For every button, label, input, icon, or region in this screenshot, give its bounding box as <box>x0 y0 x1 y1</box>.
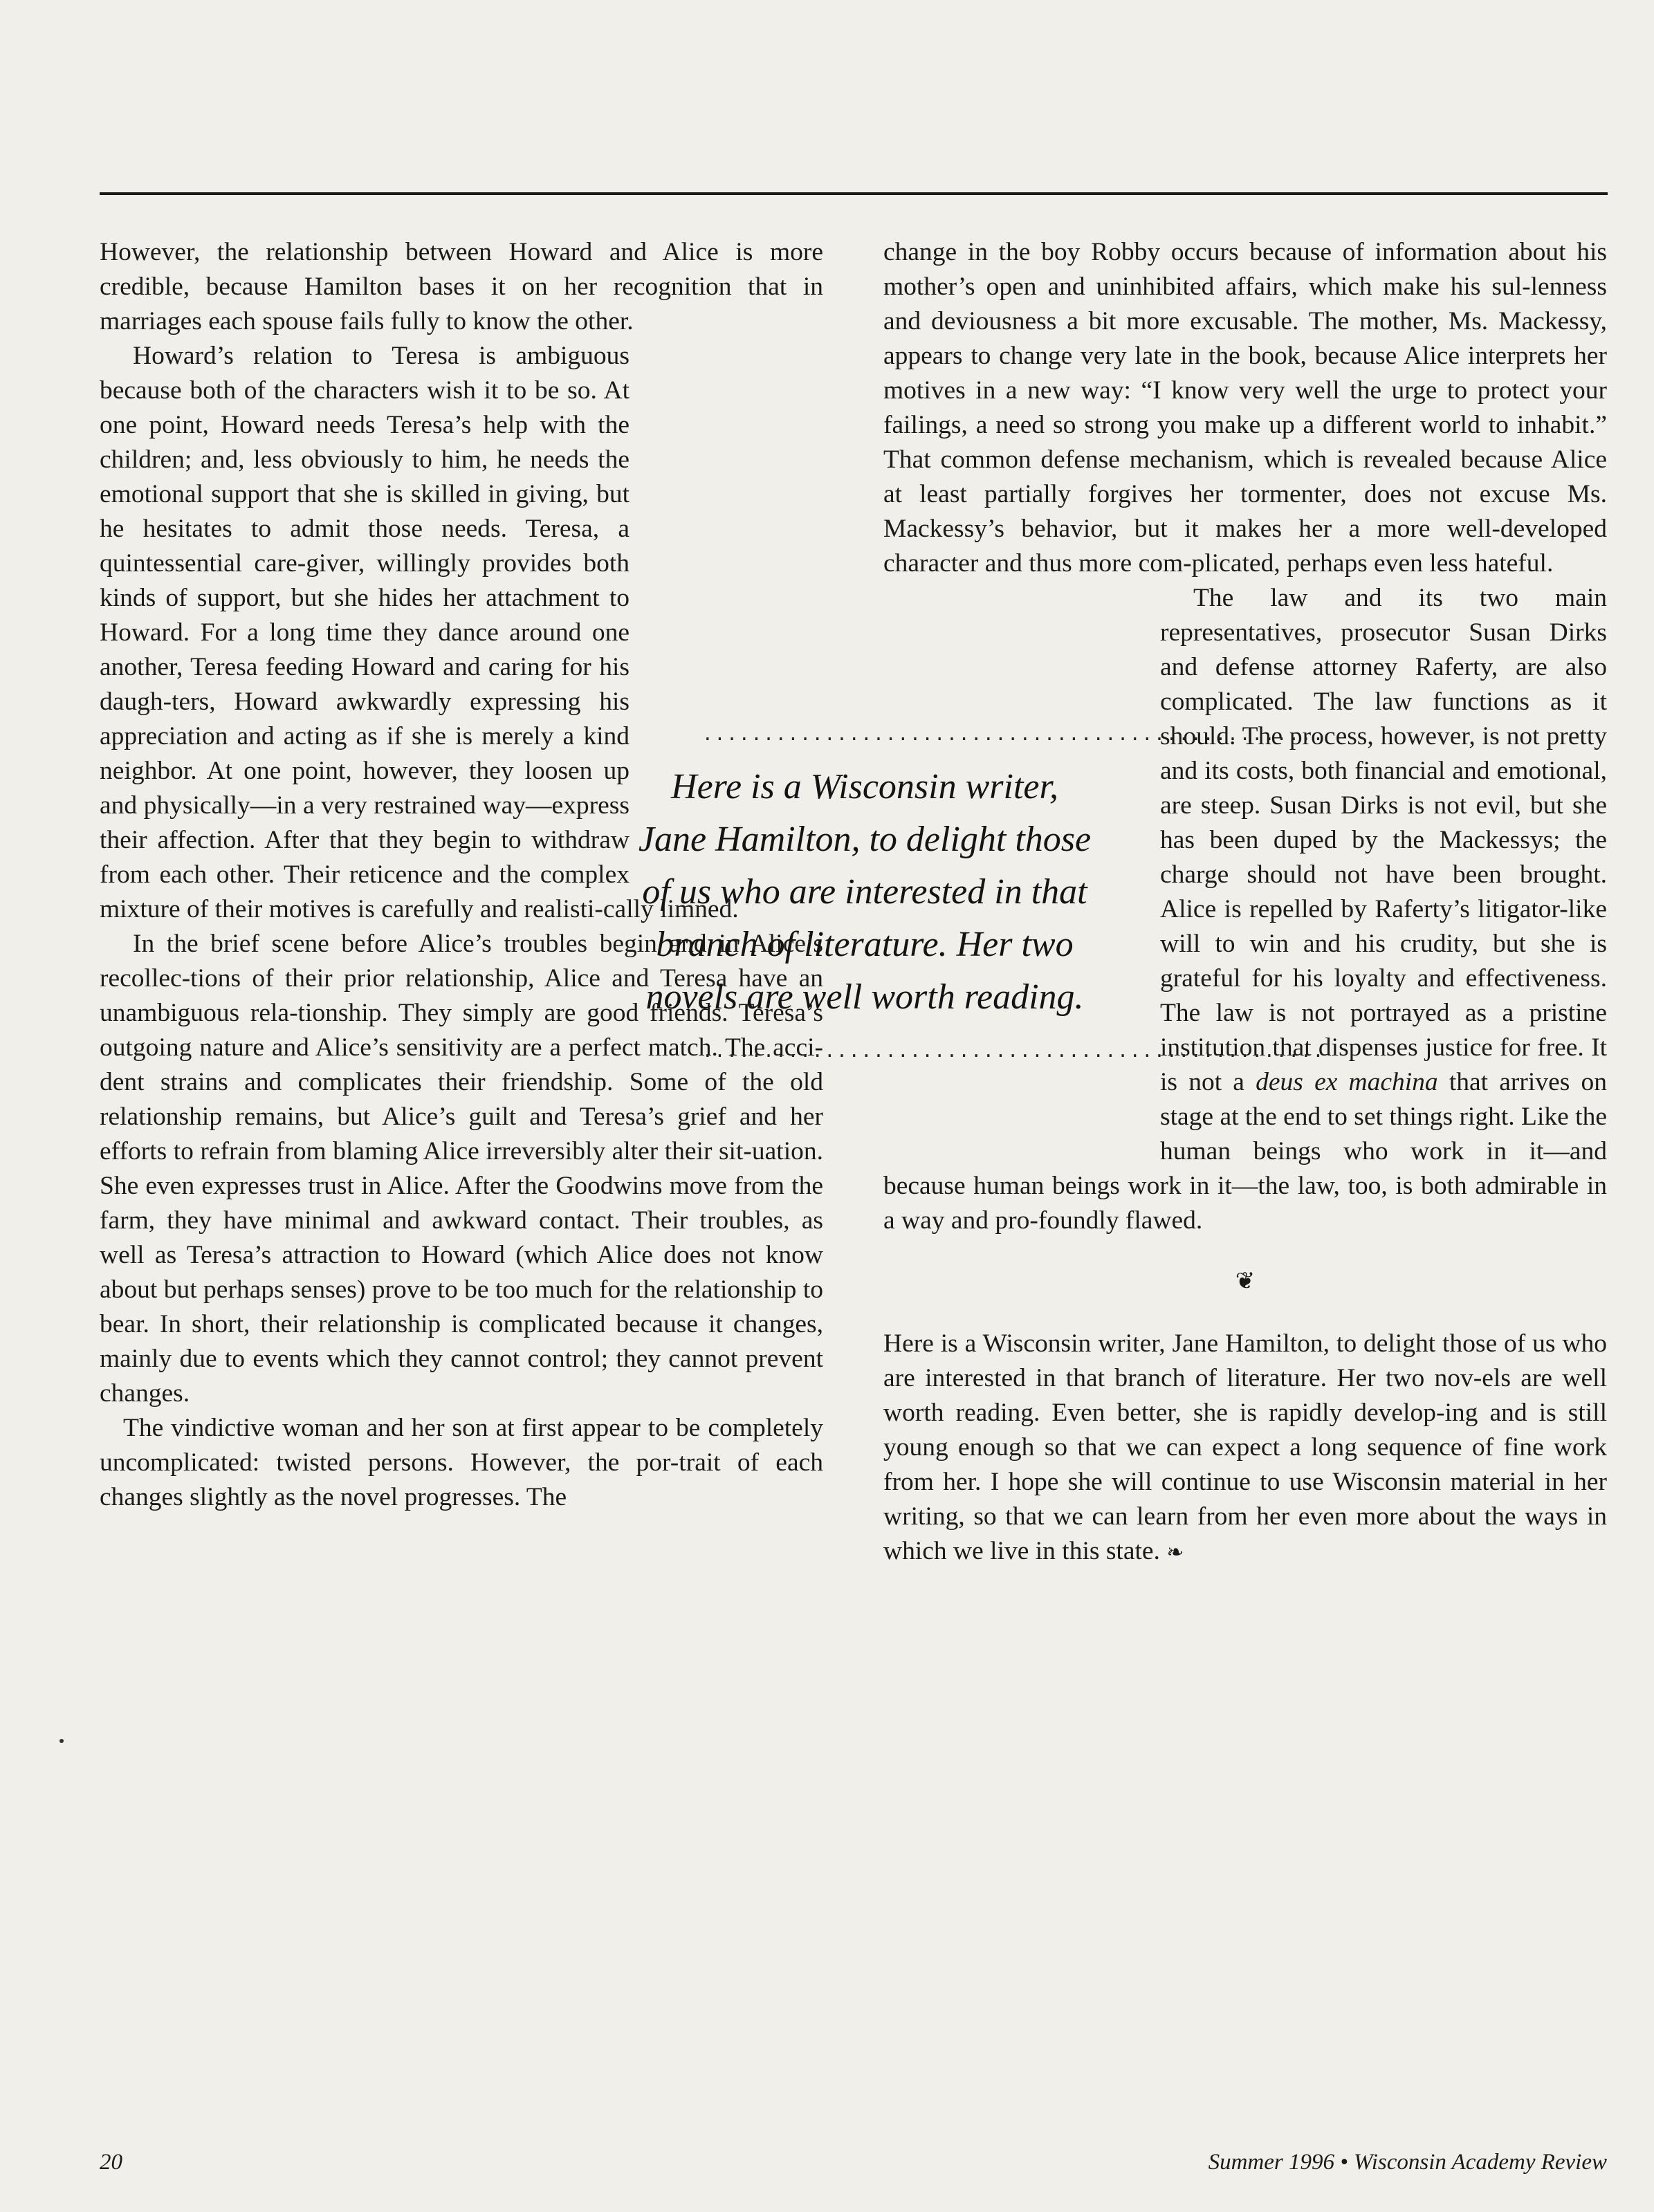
right-paragraph-2-text-b: that arrives on stage at the end to set things right. Like the human beings who work in it—and because human beings work in it—the law, too, is both admirable in a way and pro-foundly flawed. <box>883 1068 1608 1235</box>
left-paragraph-4: The vindictive woman and her son at first appear to be completely uncomplicated: twisted persons. However, the por-trait of each changes slightly as the novel progresses. The <box>100 1414 823 1511</box>
right-paragraph-3-text: Here is a Wisconsin writer, Jane Hamilton, to delight those of us who are interested in that branch of literature. Her two nov-els are well worth reading. Even better, she is rapidly develop-ing and is still young enough so that we can expect a long sequence of fine work from her. I hope she will continue to use Wisconsin material in her writing, so that we can learn from her even more about the ways in which we live in this state. <box>883 1329 1607 1565</box>
section-break-ornament-icon: ❦ <box>1235 1269 1256 1294</box>
top-rule <box>100 192 1608 195</box>
pull-quote-line-3: of us who are interested in that <box>642 872 1087 912</box>
margin-speck <box>59 1739 64 1743</box>
left-paragraph-3: In the brief scene before Alice’s troubles begin and in Alice’s recollec-tions of their prior relationship, Alice and Teresa have an unambiguous rela-tionship. They simply are good friends. Teresa’s outgoing nature and Alice’s sensitivity are a perfect match. The acci-dent strains and complicates their friendship. Some of the old relationship remains, but Alice’s guilt and Teresa’s grief and her efforts to refrain from blaming Alice irreversibly alter their sit-uation. She even expresses trust in Alice. After the Goodwins move from the farm, they have minimal and awkward contact. Their troubles, as well as Teresa’s attraction to Howard (which Alice does not know about but perhaps senses) prove to be too much for the relationship to bear. In short, their relationship is complicated because it changes, mainly due to events which they cannot control; they cannot prevent changes. <box>100 930 823 1408</box>
right-paragraph-3 <box>883 1327 1607 1570</box>
latin-phrase: deus ex machina <box>1256 1068 1438 1096</box>
pull-quote-top-dots: ................................................... <box>702 724 1325 745</box>
pull-quote-line-5: novels are well worth reading. <box>645 977 1084 1017</box>
page-number: 20 <box>100 2150 122 2175</box>
left-paragraph-2-text: Howard’s relation to Teresa is ambiguous because both of the characters wish it to be so. At one point, Howard needs Teresa’s help with the children; and, less obviously to him, he needs the emotional support that she is skilled in giving, but he hesitates to admit those needs. Teresa, a quintessential care-giver, willingly provides both kinds of support, but she hides her attachment to Howard. For a long time they dance around one another, Teresa feeding Howard and caring for his daugh-ters, Howard awkwardly expressing his appreciation and acting as if she is merely a kind neighbor. At one point, however, they loosen up and physically—in a very restrained way—express their affection. After that they begin to withdraw from each other. Their reticence and the complex mixture of their motives is carefully and realisti-cally limned. <box>100 342 739 923</box>
right-paragraph-2-text-a: The law and its two main representatives, prosecutor Susan Dirks and defense attorney Raferty, are also complicated. The law functions as it should. The process, however, is not pretty and its costs, both financial and emotional, are steep. Susan Dirks is not evil, but she has been duped by the Mackessys; the charge should not have been brought. Alice is repelled by Raferty’s litigator-like will to win and his crudity, but she is grateful for his loyalty and effectiveness. The law is not portrayed as a pristine institution that dispenses justice for free. It is not a <box>1160 584 1607 1096</box>
pull-quote-line-4: branch of literature. Her two <box>656 925 1074 964</box>
end-mark-icon: ❧ <box>1166 1541 1184 1564</box>
pull-quote-bottom-dots: ................................................... <box>702 1041 1325 1062</box>
pull-quote-text <box>609 746 1121 1040</box>
left-paragraph-1: However, the relationship between Howard and Alice is more credible, because Hamilton bases it on her recognition that in marriages each spouse fails fully to know the other. <box>100 238 823 335</box>
right-paragraph-1: change in the boy Robby occurs because of information about his mother’s open and uninhibited affairs, which make his sul-lenness and deviousness a bit more excusable. The mother, Ms. Mackessy, appears to change very late in the book, because Alice interprets her motives in a new way: “I know very well the urge to protect your failings, a need so strong you make up a different world to inhabit.” That common defense mechanism, which is revealed because Alice at least partially forgives her tormenter, does not excuse Ms. Mackessy’s behavior, but it makes her a more well-developed character and thus more com-plicated, perhaps even less hateful. <box>883 238 1607 578</box>
running-footer: Summer 1996 • Wisconsin Academy Review <box>1208 2150 1607 2175</box>
pull-quote <box>609 723 1325 1062</box>
pull-quote-line-2: Jane Hamilton, to delight those <box>638 820 1092 859</box>
pull-quote-line-1: Here is a Wisconsin writer, <box>671 767 1058 807</box>
